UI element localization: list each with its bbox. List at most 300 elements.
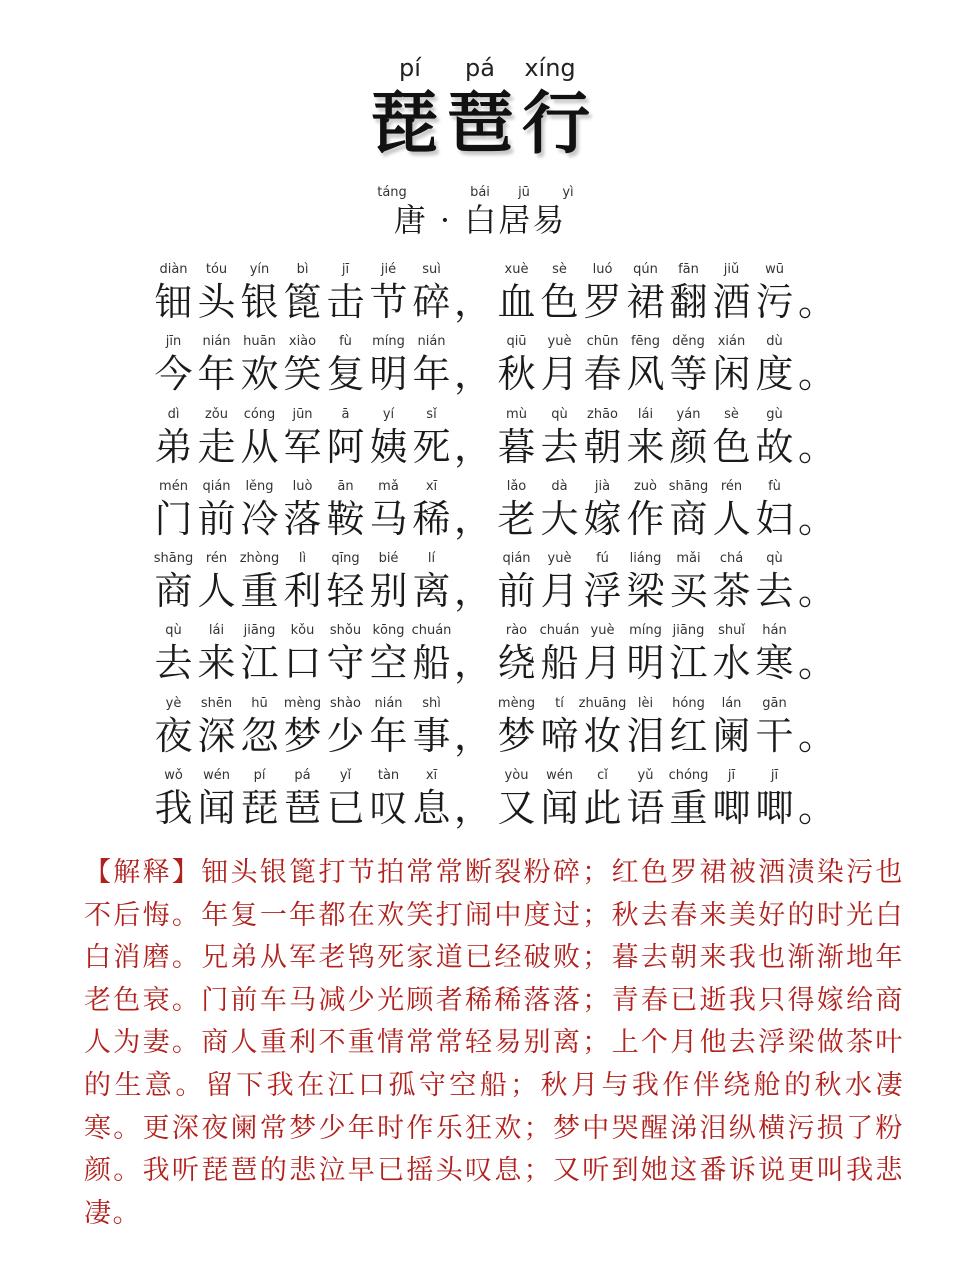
hanzi-char: 大 bbox=[540, 496, 579, 541]
hanzi-char: 从 bbox=[240, 424, 279, 469]
char-cell bbox=[195, 479, 238, 543]
verse-half-first bbox=[152, 551, 453, 615]
char-cell bbox=[367, 623, 410, 687]
char-cell bbox=[753, 768, 796, 832]
comma-mark: ， bbox=[454, 496, 493, 541]
char-cell bbox=[324, 768, 367, 832]
pinyin-annotation: mù bbox=[506, 406, 527, 422]
char-cell bbox=[710, 262, 753, 326]
hanzi-char: 稀 bbox=[412, 496, 451, 541]
pinyin-annotation: sè bbox=[552, 262, 567, 277]
pinyin-annotation: xuè bbox=[504, 262, 529, 277]
hanzi-char: 钿 bbox=[154, 280, 193, 324]
pinyin-annotation: hóng bbox=[672, 695, 705, 711]
hanzi-char: 人 bbox=[712, 496, 751, 541]
poem-verse bbox=[152, 551, 852, 623]
char-cell bbox=[495, 262, 538, 326]
char-cell bbox=[667, 768, 710, 832]
char-cell bbox=[367, 479, 410, 543]
pinyin-annotation: mèng bbox=[497, 695, 536, 711]
hanzi-char: 落 bbox=[283, 496, 322, 541]
char-cell bbox=[367, 768, 410, 832]
pinyin-annotation: jī bbox=[727, 768, 736, 784]
char-cell bbox=[152, 623, 195, 687]
period-mark: 。 bbox=[798, 496, 837, 541]
pinyin-annotation: xī bbox=[425, 768, 438, 784]
hanzi-char: 船 bbox=[412, 641, 451, 686]
pinyin-annotation: zuò bbox=[633, 478, 658, 494]
pinyin-annotation: rén bbox=[720, 478, 743, 494]
char-cell bbox=[581, 768, 624, 832]
title-char: 行 bbox=[521, 84, 590, 164]
char-cell bbox=[324, 262, 367, 326]
char-cell bbox=[753, 623, 796, 687]
pinyin-annotation: cóng bbox=[243, 406, 276, 422]
char-cell bbox=[538, 696, 581, 760]
period-mark: 。 bbox=[798, 713, 837, 758]
hanzi-char: 暮 bbox=[497, 424, 536, 469]
title-pinyin-syllable: pí bbox=[399, 54, 421, 82]
char-cell bbox=[324, 551, 367, 615]
author-pinyin-syllable: yì bbox=[562, 185, 574, 200]
period-mark: 。 bbox=[798, 352, 837, 397]
hanzi-char: 朝 bbox=[583, 424, 622, 469]
pinyin-annotation: liáng bbox=[629, 551, 662, 567]
char-cell bbox=[410, 407, 453, 471]
pinyin-annotation: chá bbox=[719, 551, 744, 567]
pinyin-annotation: suì bbox=[422, 262, 441, 277]
comma-mark: ， bbox=[454, 713, 493, 758]
pinyin-annotation: lái bbox=[208, 623, 225, 639]
char-cell bbox=[753, 334, 796, 398]
poem-verse bbox=[152, 768, 852, 840]
char-cell bbox=[195, 696, 238, 760]
pinyin-annotation: chūn bbox=[586, 334, 619, 350]
hanzi-char: 人 bbox=[197, 569, 236, 614]
char-cell bbox=[238, 768, 281, 832]
hanzi-char: 梦 bbox=[497, 713, 536, 758]
hanzi-char: 死 bbox=[412, 424, 451, 469]
char-cell bbox=[624, 262, 667, 326]
period-mark: 。 bbox=[798, 280, 837, 324]
char-cell bbox=[753, 479, 796, 543]
hanzi-char: 月 bbox=[583, 641, 622, 686]
verse-half-first bbox=[152, 768, 453, 832]
poem-body bbox=[152, 262, 852, 840]
char-cell bbox=[281, 768, 324, 832]
author-pinyin-syllable: bái bbox=[470, 185, 490, 200]
hanzi-char: 作 bbox=[626, 496, 665, 541]
pinyin-annotation: rào bbox=[505, 623, 528, 639]
hanzi-char: 梁 bbox=[626, 569, 665, 614]
char-cell bbox=[667, 479, 710, 543]
title-pinyin-syllable: pá bbox=[465, 54, 495, 82]
hanzi-char: 月 bbox=[540, 352, 579, 397]
char-cell bbox=[710, 623, 753, 687]
pinyin-annotation: shǒu bbox=[329, 623, 362, 639]
char-cell bbox=[367, 551, 410, 615]
char-cell bbox=[281, 551, 324, 615]
verse-half-first bbox=[152, 479, 453, 543]
char-cell bbox=[710, 696, 753, 760]
pinyin-annotation: wǒ bbox=[164, 768, 183, 784]
pinyin-annotation: wén bbox=[203, 768, 230, 784]
pinyin-annotation: lèi bbox=[637, 695, 654, 711]
poem-verse bbox=[152, 262, 852, 334]
period-mark: 。 bbox=[798, 569, 837, 614]
hanzi-char: 轻 bbox=[326, 569, 365, 614]
hanzi-char: 琶 bbox=[283, 786, 322, 831]
hanzi-char: 老 bbox=[497, 496, 536, 541]
hanzi-char: 深 bbox=[197, 713, 236, 758]
pinyin-annotation: jié bbox=[380, 262, 397, 277]
char-cell bbox=[667, 623, 710, 687]
hanzi-char: 妇 bbox=[755, 496, 794, 541]
hanzi-char: 口 bbox=[283, 641, 322, 686]
period-mark: 。 bbox=[798, 641, 837, 686]
hanzi-char: 叹 bbox=[369, 786, 408, 831]
hanzi-char: 阿 bbox=[326, 424, 365, 469]
char-cell bbox=[410, 768, 453, 832]
char-cell bbox=[238, 551, 281, 615]
pinyin-annotation: qiū bbox=[506, 334, 527, 350]
char-cell bbox=[152, 262, 195, 326]
char-cell bbox=[410, 623, 453, 687]
pinyin-annotation: fān bbox=[678, 262, 699, 277]
pinyin-annotation: lǎo bbox=[506, 478, 527, 494]
hanzi-char: 前 bbox=[197, 496, 236, 541]
hanzi-char: 色 bbox=[540, 280, 579, 324]
char-cell bbox=[195, 262, 238, 326]
hanzi-char: 琵 bbox=[240, 786, 279, 831]
char-cell bbox=[152, 407, 195, 471]
pinyin-annotation: gù bbox=[766, 406, 783, 422]
hanzi-char: 干 bbox=[755, 713, 794, 758]
char-cell bbox=[238, 334, 281, 398]
char-cell bbox=[495, 551, 538, 615]
poem-verse bbox=[152, 479, 852, 551]
pinyin-annotation: shuǐ bbox=[718, 623, 745, 639]
hanzi-char: 明 bbox=[369, 352, 408, 397]
pinyin-annotation: wū bbox=[765, 262, 784, 277]
char-cell bbox=[324, 334, 367, 398]
pinyin-annotation: kǒu bbox=[290, 623, 315, 639]
hanzi-char: 色 bbox=[712, 424, 751, 469]
comma-mark: ， bbox=[454, 641, 493, 686]
char-cell bbox=[238, 696, 281, 760]
pinyin-annotation: rén bbox=[205, 551, 228, 567]
pinyin-annotation: lán bbox=[721, 695, 742, 711]
char-cell bbox=[667, 334, 710, 398]
hanzi-char: 我 bbox=[154, 786, 193, 831]
hanzi-char: 鞍 bbox=[326, 496, 365, 541]
hanzi-char: 月 bbox=[540, 569, 579, 614]
char-cell bbox=[753, 551, 796, 615]
hanzi-char: 春 bbox=[583, 352, 622, 397]
comma-mark: ， bbox=[454, 280, 493, 324]
char-cell bbox=[410, 334, 453, 398]
pinyin-annotation: qù bbox=[551, 406, 568, 422]
pinyin-annotation: chuán bbox=[539, 623, 580, 639]
char-cell bbox=[281, 334, 324, 398]
pinyin-annotation: mǎ bbox=[378, 478, 399, 494]
pinyin-annotation: bì bbox=[296, 262, 309, 277]
pinyin-annotation: yè bbox=[165, 695, 182, 711]
pinyin-annotation: shào bbox=[330, 695, 361, 711]
hanzi-char: 笑 bbox=[283, 352, 322, 397]
pinyin-annotation: ā bbox=[341, 406, 350, 422]
char-cell bbox=[238, 623, 281, 687]
hanzi-char: 度 bbox=[755, 352, 794, 397]
hanzi-char: 泪 bbox=[626, 713, 665, 758]
author-line: 唐 · 白居易 bbox=[393, 201, 567, 239]
hanzi-char: 来 bbox=[197, 641, 236, 686]
title-pinyin-syllable: xíng bbox=[524, 54, 576, 82]
pinyin-annotation: lěng bbox=[245, 478, 274, 494]
hanzi-char: 节 bbox=[369, 280, 408, 324]
hanzi-char: 息 bbox=[412, 786, 451, 831]
poem-verse bbox=[152, 623, 852, 695]
hanzi-char: 冷 bbox=[240, 496, 279, 541]
pinyin-annotation: fú bbox=[596, 551, 609, 567]
pinyin-annotation: jiāng bbox=[672, 623, 705, 639]
comma-mark: ， bbox=[454, 424, 493, 469]
char-cell bbox=[753, 262, 796, 326]
pinyin-annotation: jiǔ bbox=[723, 262, 740, 277]
pinyin-annotation: shāng bbox=[668, 478, 709, 494]
pinyin-annotation: qián bbox=[202, 478, 231, 494]
explanation-text: 【解释】钿头银篦打节拍常常断裂粉碎；红色罗裙被酒渍染污也不后悔。年复一年都在欢笑打闹中度过；秋去春来美好的时光白白消磨。兄弟从军老鸨死家道已经破败；暮去朝来我也渐渐地年老色衰。门前车马减少光顾者稀稀落落；青春已逝我只得嫁给商人为妻。商人重利不重情常常轻易别离；上个月他去浮梁做茶叶的生意。留下我在江口孤守空船；秋月与我作伴绕舱的秋水凄寒。更深夜阑常梦少年时作乐狂欢；梦中哭醒涕泪纵横污损了粉颜。我听琵琶的悲泣早已摇头叹息；又听到她这番诉说更叫我悲凄。 bbox=[84, 857, 904, 1229]
hanzi-char: 商 bbox=[154, 569, 193, 614]
hanzi-char: 浮 bbox=[583, 569, 622, 614]
pinyin-annotation: mǎi bbox=[676, 551, 701, 567]
pinyin-annotation: sǐ bbox=[426, 406, 437, 422]
pinyin-annotation: jūn bbox=[292, 406, 313, 422]
comma-mark: ， bbox=[454, 569, 493, 614]
hanzi-char: 红 bbox=[669, 713, 708, 758]
char-cell bbox=[152, 551, 195, 615]
hanzi-char: 水 bbox=[712, 641, 751, 686]
hanzi-char: 船 bbox=[540, 641, 579, 686]
char-cell bbox=[324, 623, 367, 687]
hanzi-char: 绕 bbox=[497, 641, 536, 686]
hanzi-char: 污 bbox=[755, 280, 794, 324]
char-cell bbox=[624, 479, 667, 543]
hanzi-char: 闻 bbox=[197, 786, 236, 831]
char-cell bbox=[538, 623, 581, 687]
char-cell bbox=[495, 334, 538, 398]
pinyin-annotation: zhòng bbox=[239, 551, 280, 567]
pinyin-annotation: hán bbox=[762, 623, 787, 639]
char-cell bbox=[667, 696, 710, 760]
char-cell bbox=[710, 479, 753, 543]
char-cell bbox=[581, 407, 624, 471]
hanzi-char: 酒 bbox=[712, 280, 751, 324]
pinyin-annotation: qīng bbox=[331, 551, 360, 567]
pinyin-annotation: shāng bbox=[153, 551, 194, 567]
char-cell bbox=[538, 479, 581, 543]
char-cell bbox=[281, 262, 324, 326]
pinyin-annotation: zǒu bbox=[204, 406, 229, 422]
title-char: 琵 bbox=[369, 84, 438, 164]
verse-half-second bbox=[495, 407, 796, 471]
hanzi-char: 风 bbox=[626, 352, 665, 397]
pinyin-annotation: nián bbox=[374, 695, 403, 711]
char-cell bbox=[324, 407, 367, 471]
pinyin-annotation: gān bbox=[762, 695, 787, 711]
verse-half-second bbox=[495, 262, 796, 326]
char-cell bbox=[367, 696, 410, 760]
char-cell bbox=[195, 551, 238, 615]
hanzi-char: 等 bbox=[669, 352, 708, 397]
hanzi-char: 闻 bbox=[540, 786, 579, 831]
char-cell bbox=[281, 696, 324, 760]
char-cell bbox=[195, 407, 238, 471]
char-cell bbox=[281, 623, 324, 687]
pinyin-annotation: qún bbox=[633, 262, 658, 277]
char-cell bbox=[624, 696, 667, 760]
char-cell bbox=[495, 696, 538, 760]
pinyin-annotation: pá bbox=[294, 768, 311, 784]
hanzi-char: 江 bbox=[669, 641, 708, 686]
verse-half-second bbox=[495, 623, 796, 687]
char-cell bbox=[410, 262, 453, 326]
pinyin-annotation: jī bbox=[770, 768, 779, 784]
char-cell bbox=[195, 768, 238, 832]
pinyin-annotation: nián bbox=[417, 334, 446, 350]
hanzi-char: 复 bbox=[326, 352, 365, 397]
hanzi-char: 妆 bbox=[583, 713, 622, 758]
char-cell bbox=[667, 407, 710, 471]
hanzi-char: 已 bbox=[326, 786, 365, 831]
hanzi-char: 来 bbox=[626, 424, 665, 469]
verse-half-first bbox=[152, 334, 453, 398]
pinyin-annotation: zhuāng bbox=[578, 695, 627, 711]
page-title bbox=[0, 84, 960, 164]
pinyin-annotation: xián bbox=[717, 334, 746, 350]
hanzi-char: 语 bbox=[626, 786, 665, 831]
hanzi-char: 去 bbox=[755, 569, 794, 614]
hanzi-char: 唧 bbox=[755, 786, 794, 831]
pinyin-annotation: jīn bbox=[165, 334, 182, 350]
comma-mark: ， bbox=[454, 352, 493, 397]
poem-verse bbox=[152, 407, 852, 479]
pinyin-annotation: qù bbox=[165, 623, 182, 639]
pinyin-annotation: xī bbox=[425, 478, 438, 494]
hanzi-char: 少 bbox=[326, 713, 365, 758]
pinyin-annotation: chuán bbox=[411, 623, 452, 639]
char-cell bbox=[624, 768, 667, 832]
char-cell bbox=[581, 334, 624, 398]
hanzi-char: 军 bbox=[283, 424, 322, 469]
char-cell bbox=[410, 696, 453, 760]
pinyin-annotation: qián bbox=[502, 551, 531, 567]
hanzi-char: 空 bbox=[369, 641, 408, 686]
pinyin-annotation: chóng bbox=[668, 768, 709, 784]
hanzi-char: 秋 bbox=[497, 352, 536, 397]
hanzi-char: 血 bbox=[497, 280, 536, 324]
period-mark: 。 bbox=[798, 786, 837, 831]
char-cell bbox=[324, 479, 367, 543]
comma-mark: ， bbox=[454, 786, 493, 831]
char-cell bbox=[152, 696, 195, 760]
char-cell bbox=[667, 551, 710, 615]
verse-half-second bbox=[495, 479, 796, 543]
pinyin-annotation: luò bbox=[292, 478, 313, 494]
author-pinyin-syllable: jū bbox=[518, 185, 530, 200]
title-pinyin bbox=[0, 54, 960, 82]
title-char: 琶 bbox=[445, 84, 514, 164]
char-cell bbox=[538, 551, 581, 615]
hanzi-char: 唧 bbox=[712, 786, 751, 831]
hanzi-char: 头 bbox=[197, 280, 236, 324]
pinyin-annotation: ān bbox=[337, 478, 354, 494]
char-cell bbox=[495, 407, 538, 471]
char-cell bbox=[581, 479, 624, 543]
char-cell bbox=[710, 407, 753, 471]
pinyin-annotation: kōng bbox=[372, 623, 405, 639]
hanzi-char: 姨 bbox=[369, 424, 408, 469]
pinyin-annotation: fù bbox=[768, 478, 781, 494]
pinyin-annotation: diàn bbox=[159, 262, 188, 277]
pinyin-annotation: tí bbox=[555, 695, 564, 711]
char-cell bbox=[495, 768, 538, 832]
char-cell bbox=[667, 262, 710, 326]
hanzi-char: 别 bbox=[369, 569, 408, 614]
char-cell bbox=[281, 479, 324, 543]
hanzi-char: 年 bbox=[412, 352, 451, 397]
hanzi-char: 去 bbox=[154, 641, 193, 686]
char-cell bbox=[152, 479, 195, 543]
hanzi-char: 此 bbox=[583, 786, 622, 831]
hanzi-char: 翻 bbox=[669, 280, 708, 324]
hanzi-char: 嫁 bbox=[583, 496, 622, 541]
pinyin-annotation: bié bbox=[378, 551, 399, 567]
hanzi-char: 去 bbox=[540, 424, 579, 469]
char-cell bbox=[238, 407, 281, 471]
char-cell bbox=[410, 479, 453, 543]
char-cell bbox=[367, 334, 410, 398]
author-pinyin-syllable: táng bbox=[377, 185, 407, 200]
hanzi-char: 利 bbox=[283, 569, 322, 614]
char-cell bbox=[581, 262, 624, 326]
hanzi-char: 罗 bbox=[583, 280, 622, 324]
char-cell bbox=[195, 623, 238, 687]
pinyin-annotation: yí bbox=[382, 406, 395, 422]
hanzi-char: 年 bbox=[197, 352, 236, 397]
pinyin-annotation: yuè bbox=[547, 334, 572, 350]
char-cell bbox=[281, 407, 324, 471]
char-cell bbox=[410, 551, 453, 615]
pinyin-annotation: cǐ bbox=[597, 768, 608, 784]
pinyin-annotation: yuè bbox=[590, 623, 615, 639]
pinyin-annotation: hū bbox=[251, 695, 268, 711]
char-cell bbox=[753, 696, 796, 760]
poem-verse bbox=[152, 696, 852, 768]
hanzi-char: 重 bbox=[669, 786, 708, 831]
char-cell bbox=[538, 262, 581, 326]
hanzi-char: 门 bbox=[154, 496, 193, 541]
hanzi-char: 商 bbox=[669, 496, 708, 541]
hanzi-char: 离 bbox=[412, 569, 451, 614]
char-cell bbox=[152, 334, 195, 398]
pinyin-annotation: sè bbox=[724, 406, 739, 422]
author-pinyin bbox=[0, 185, 960, 200]
hanzi-char: 茶 bbox=[712, 569, 751, 614]
pinyin-annotation: dù bbox=[766, 334, 783, 350]
char-cell bbox=[578, 695, 627, 760]
pinyin-annotation: děng bbox=[672, 334, 705, 350]
